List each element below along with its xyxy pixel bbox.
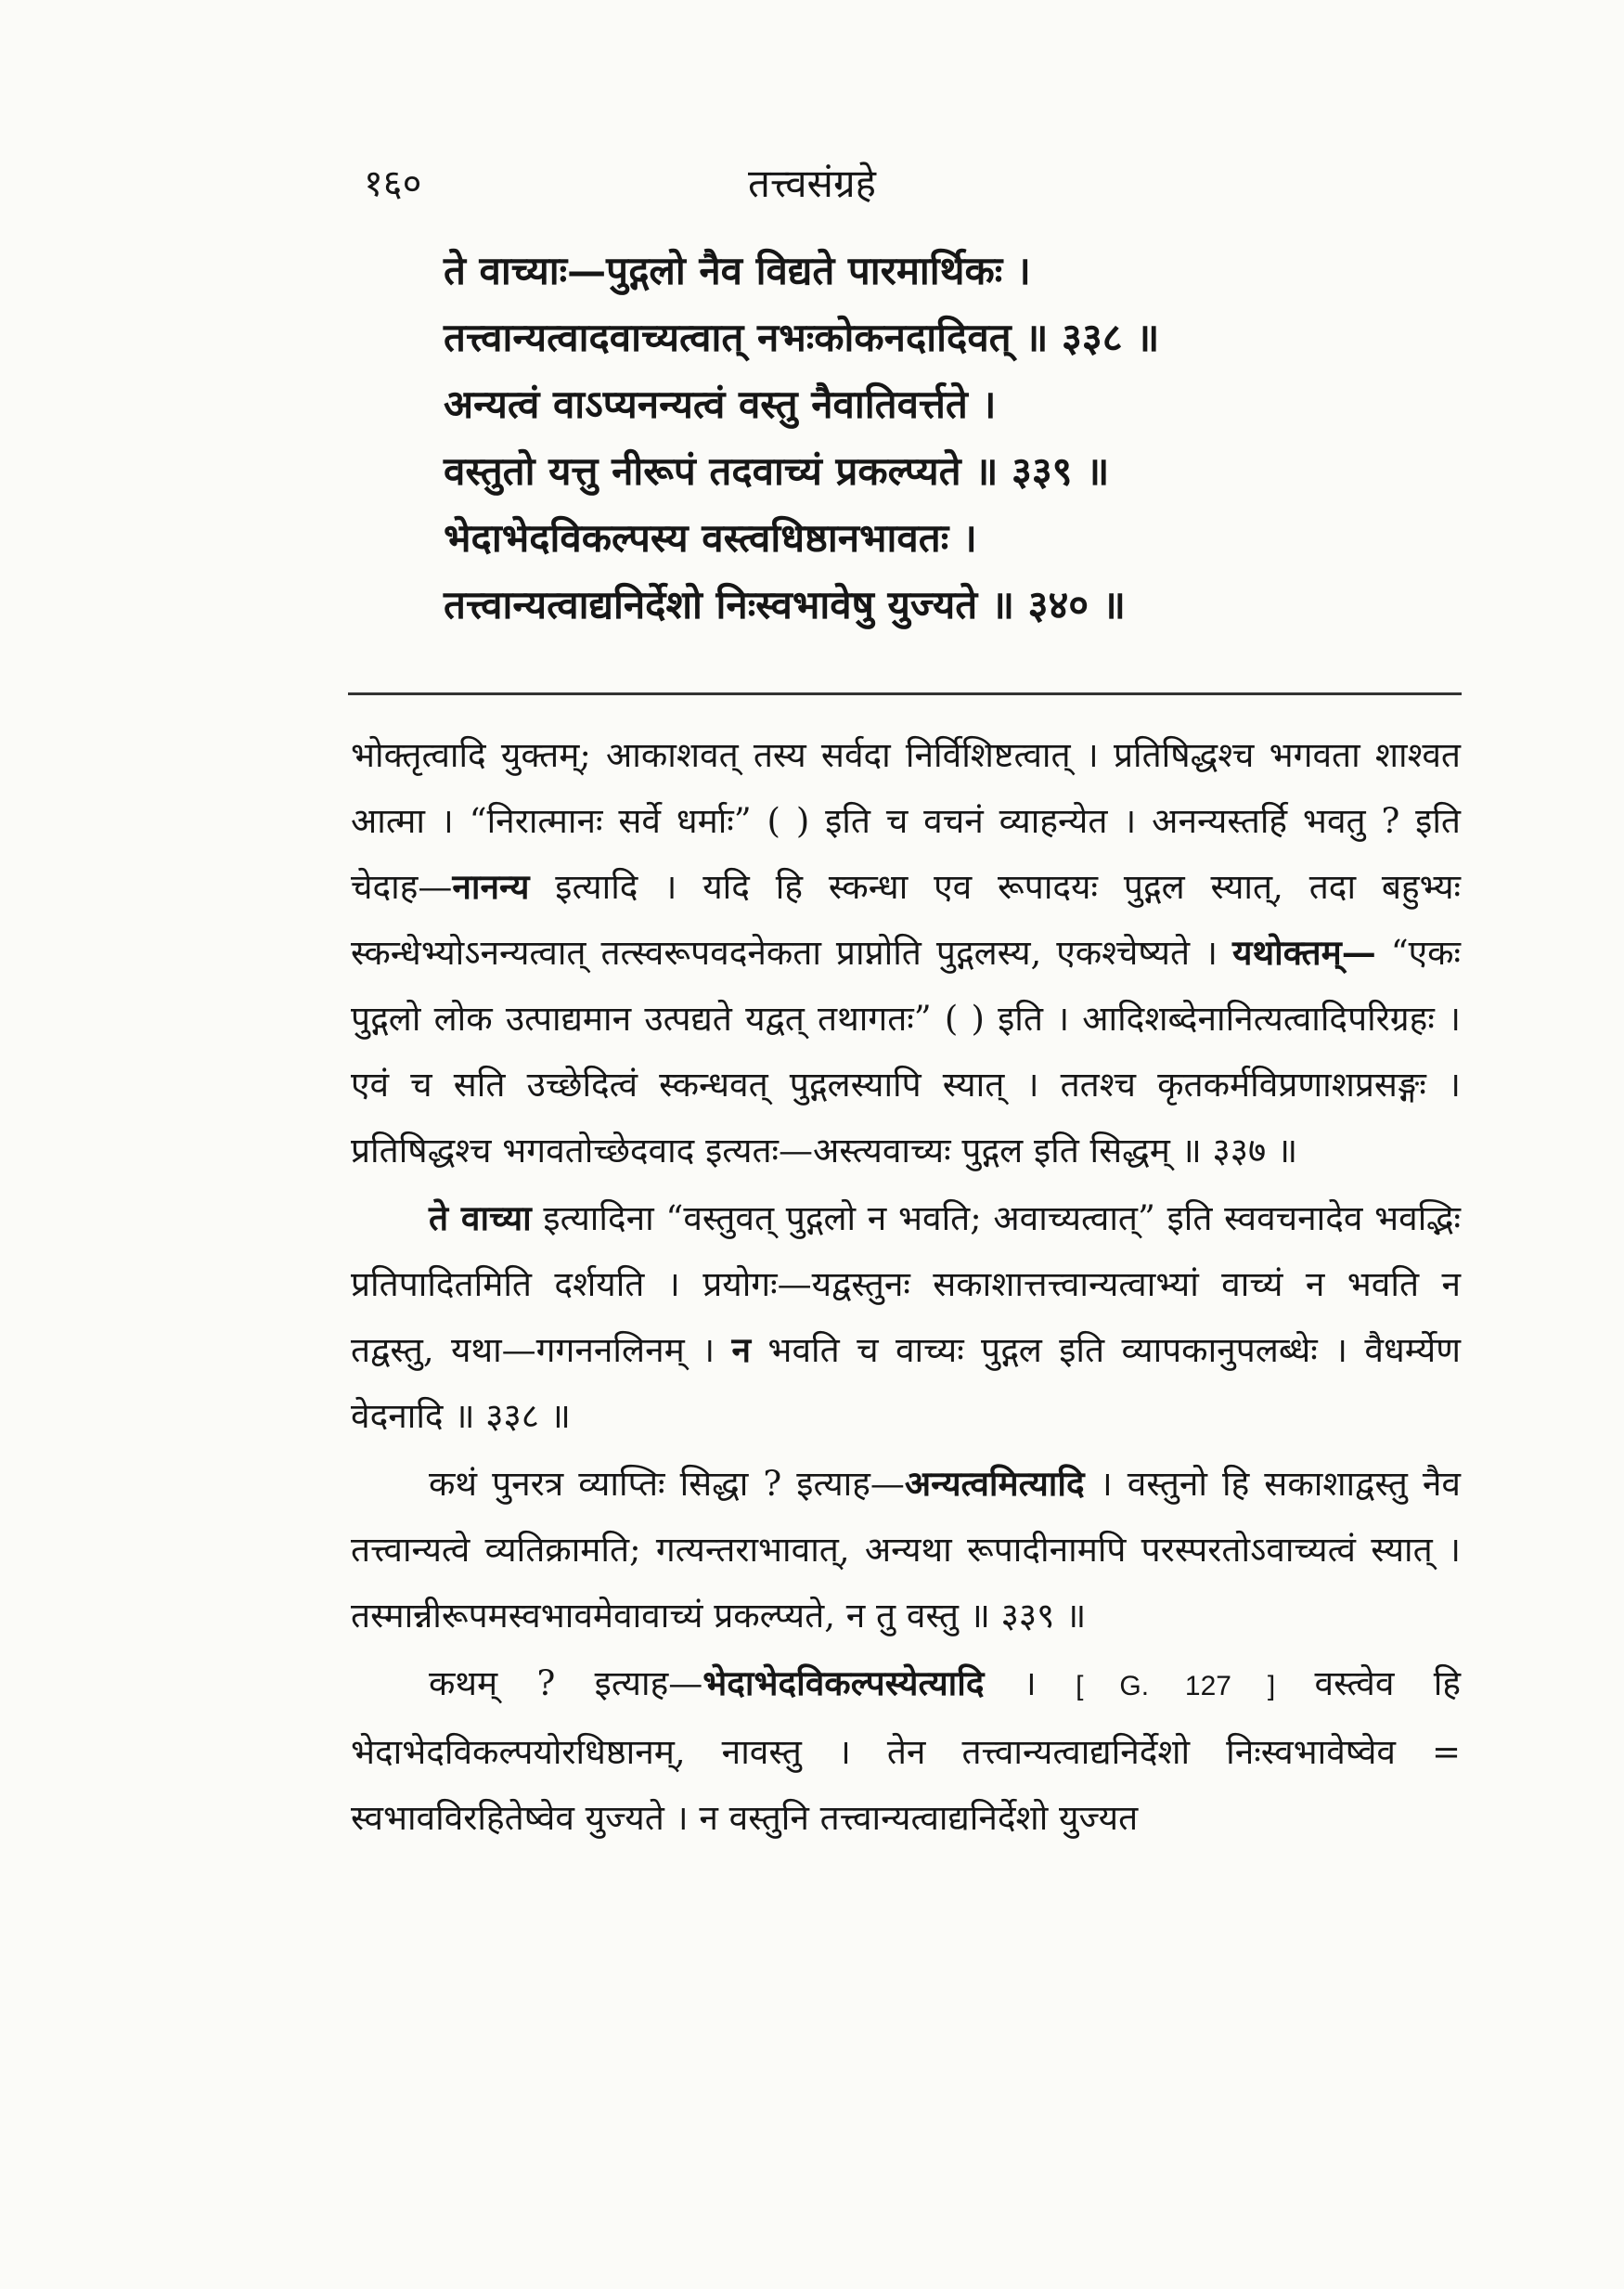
pratika-term: यथोक्तम्— bbox=[1232, 932, 1376, 973]
commentary-block bbox=[351, 722, 1461, 1853]
verse-number: ३४० ॥ bbox=[1027, 582, 1126, 627]
edition-page-reference: [ G. 127 ] bbox=[1076, 1671, 1276, 1701]
commentary-text: कथं पुनरत्र व्याप्तिः सिद्धा ? इत्याह— bbox=[429, 1464, 905, 1504]
verse-line bbox=[444, 310, 1455, 377]
running-title: तत्त्वसंग्रहे bbox=[748, 161, 876, 206]
verse-block bbox=[444, 243, 1455, 644]
verse-text: भेदाभेदविकल्पस्य वस्त्वधिष्ठानभावतः । bbox=[444, 515, 977, 561]
verse-line bbox=[444, 444, 1455, 511]
commentary-text: । bbox=[984, 1663, 1076, 1703]
verse-number: ३३९ ॥ bbox=[1011, 448, 1110, 494]
pratika-term: न bbox=[731, 1329, 752, 1370]
verse-text: वस्तुतो यत्तु नीरूपं तदवाच्यं प्रकल्प्यते ॥ bbox=[444, 448, 999, 494]
commentary-text: वस्त्वेव हि भेदाभेदविकल्पयोरधिष्ठानम्, नावस्तु । तेन तत्त्वान्यत्वाद्यनिर्देशो निःस्वभावेष्वेव = स्वभावविरहितेष्वेव युज्यते । न वस्तुनि तत्त्वान्यत्वाद्यनिर्देशो युज्यत bbox=[351, 1663, 1461, 1838]
page-number: १६० bbox=[364, 162, 422, 205]
commentary-text: इत्यादिना “वस्तुवत् पुद्गलो न भवति; अवाच्यत्वात्” इति स्ववचनादेव भवद्भिः प्रतिपादितमिति दर्शयति । प्रयोगः—यद्वस्तुनः सकाशात्तत्त्वान्यत्वाभ्यां वाच्यं न भवति न तद्वस्तु, यथा—गगननलिनम् । bbox=[351, 1198, 1461, 1370]
commentary-text: भोक्तृत्वादि युक्तम्; आकाशवत् तस्य सर्वदा निर्विशिष्टत्वात् । प्रतिषिद्धश्च भगवता शाश्वत आत्मा । “निरात्मानः सर्वे धर्माः” ( ) इति च वचनं व्याहन्येत । अनन्यस्तर्हि भवतु ? इति चेदाह— bbox=[351, 735, 1461, 907]
verse-line bbox=[444, 377, 1455, 444]
verse-line bbox=[444, 511, 1455, 577]
commentary-text: “एकः पुद्गलो लोक उत्पाद्यमान उत्पद्यते यद्वत् तथागतः” ( ) इति । आदिशब्देनानित्यत्वादिपरिग्रहः । एवं च सति उच्छेदित्वं स्कन्धवत् पुद्गलस्यापि स्यात् । ततश्च कृतकर्मविप्रणाशप्रसङ्गः । प्रतिषिद्धश्च भगवतोच्छेदवाद इत्यतः—अस्त्यवाच्यः पुद्गल इति सिद्धम् ॥ ३३७ ॥ bbox=[351, 933, 1461, 1170]
pratika-term: नानन्य bbox=[452, 866, 530, 907]
commentary-paragraph bbox=[351, 1185, 1461, 1449]
pratika-term: अन्यत्वमित्यादि bbox=[904, 1463, 1085, 1504]
pratika-term: भेदाभेदविकल्पस्येत्यादि bbox=[702, 1662, 985, 1703]
commentary-text: । वस्तुनो हि सकाशाद्वस्तु नैव तत्त्वान्यत्वे व्यतिक्रामति; गत्यन्तराभावात्, अन्यथा रूपादीनामपि परस्परतोऽवाच्यत्वं स्यात् । तस्मान्नीरूपमस्वभावमेवावाच्यं प्रकल्प्यते, न तु वस्तु ॥ ३३९ ॥ bbox=[351, 1464, 1461, 1636]
commentary-paragraph bbox=[351, 1451, 1461, 1649]
commentary-text: भवति च वाच्यः पुद्गल इति व्यापकानुपलब्धेः । वैधर्म्येण वेदनादि ॥ ३३८ ॥ bbox=[351, 1330, 1461, 1436]
verse-text: अन्यत्वं वाऽप्यनन्यत्वं वस्तु नैवातिवर्त्तते । bbox=[444, 382, 997, 427]
commentary-text: कथम् ? इत्याह— bbox=[429, 1663, 703, 1703]
divider-rule bbox=[348, 692, 1462, 695]
commentary-paragraph bbox=[351, 722, 1461, 1183]
verse-text: ते वाच्याः—पुद्गलो नैव विद्यते पारमार्थिकः । bbox=[444, 248, 1031, 293]
pratika-term: ते वाच्या bbox=[429, 1197, 532, 1238]
verse-text: तत्त्वान्यत्वाद्यनिर्देशो निःस्वभावेषु युज्यते ॥ bbox=[444, 582, 1014, 627]
verse-text: तत्त्वान्यत्वादवाच्यत्वात् नभःकोकनदादिवत् ॥ bbox=[444, 315, 1049, 360]
commentary-paragraph bbox=[351, 1650, 1461, 1851]
verse-line bbox=[444, 243, 1455, 310]
commentary-text: इत्यादि । यदि हि स्कन्धा एव रूपादयः पुद्गल स्यात्, तदा बहुभ्यः स्कन्धेभ्योऽनन्यत्वात् तत्स्वरूपवदनेकता प्राप्नोति पुद्गलस्य, एकश्चेष्यते । bbox=[351, 867, 1461, 973]
verse-line bbox=[444, 577, 1455, 644]
verse-number: ३३८ ॥ bbox=[1062, 315, 1160, 360]
